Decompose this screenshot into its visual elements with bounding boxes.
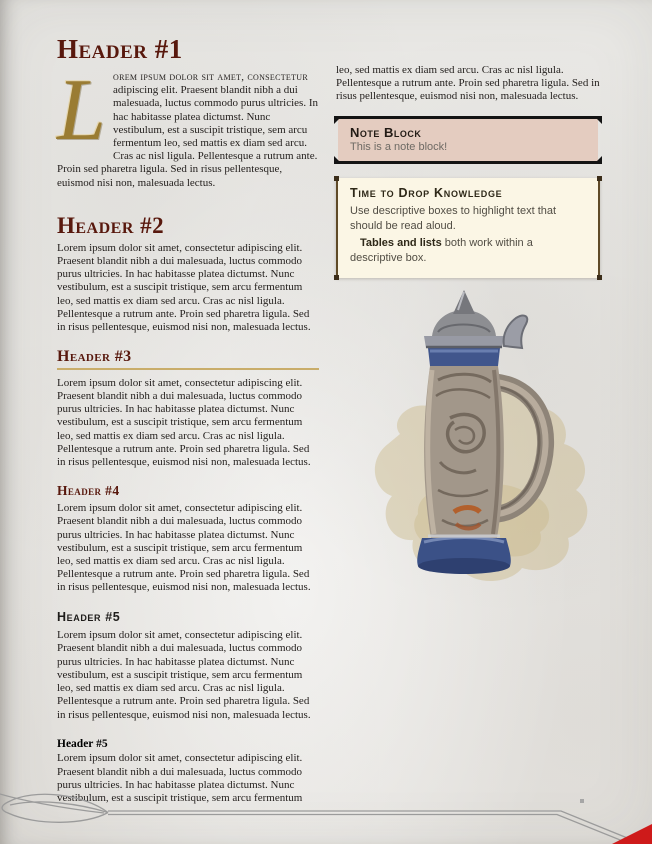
header-2: Header #2 (57, 212, 165, 238)
section-paragraph: Lorem ipsum dolor sit amet, consectetur adipiscing elit. Praesent blandit nibh a dui malesuada, luctus commodo purus ultricies. In hac habitasse platea dictumst. Nunc vestibulum, est a suscipit tristique, sem arcu fermentum leo, sed mattis ex diam sed arcu. Cras ac nisl ligula. Pellentesque a rutrum ante. Proin sed pharetra ligula. Sed in risus pellentesque, euismod nisi non, malesuada lectus. (57, 502, 311, 594)
descriptive-box-line1: Use descriptive boxes to highlight text that should be read aloud. (350, 204, 557, 232)
footer-flourish-svg (0, 782, 652, 844)
lead-paragraph (57, 62, 319, 190)
beer-stein-image (358, 284, 610, 590)
header-5-caps: Header #5 (57, 609, 121, 624)
note-corner-arrow (594, 156, 602, 164)
header-5-bold: Header #5 (57, 737, 108, 750)
descriptive-box-title: Time to Drop Knowledge (350, 185, 503, 200)
section-paragraph: Lorem ipsum dolor sit amet, consectetur adipiscing elit. Praesent blandit nibh a dui malesuada, luctus commodo purus ultricies. In hac habitasse platea dictumst. Nunc vestibulum, est a suscipit tristique, sem arcu fermentum leo, sed mattis ex diam sed arcu. Cras ac nisl ligula. Pellentesque a rutrum ante. Proin sed pharetra ligula. Sed in risus pellentesque, euismod nisi non, malesuada lectus. (57, 241, 311, 334)
footer-square-dot (580, 799, 584, 803)
stein-thumb-lever (504, 316, 528, 348)
note-corner-arrow (334, 156, 342, 164)
page-footer-ornament (0, 782, 652, 844)
note-block (338, 116, 598, 164)
descriptive-box-line2-bold: Tables and lists (360, 236, 442, 249)
descbox-corner-dot (597, 275, 602, 280)
lead-smallcaps-text: orem ipsum dolor sit amet, consectetur (113, 71, 309, 83)
note-block-title: Note Block (350, 124, 422, 140)
section-paragraph-truncated: Lorem ipsum dolor sit amet, consectetur adipiscing elit. Praesent blandit nibh a dui malesuada, luctus commodo purus ultricies. In hac habitasse platea dictumst. Nunc vestibulum, est a suscipit tristique, sem arcu fermentum (57, 752, 303, 804)
stein-base-bottom (418, 558, 510, 574)
right-column (336, 64, 600, 278)
note-corner-arrow (334, 116, 342, 124)
header-4: Header #4 (57, 483, 120, 499)
descbox-corner-dot (334, 176, 339, 181)
section-paragraph: Lorem ipsum dolor sit amet, consectetur adipiscing elit. Praesent blandit nibh a dui malesuada, luctus commodo purus ultricies. In hac habitasse platea dictumst. Nunc vestibulum, est a suscipit tristique, sem arcu fermentum leo, sed mattis ex diam sed arcu. Cras ac nisl ligula. Pellentesque a rutrum ante. Proin sed pharetra ligula. Sed in risus pellentesque, euismod nisi non, malesuada lectus. (57, 629, 311, 721)
lead-paragraph-text: adipiscing elit. Praesent blandit nibh a dui malesuada, luctus commodo purus ultricies. In hac habitasse platea dictumst. Nunc vestibulum, est a suscipit tristique, sem arcu fermentum leo, sed mattis ex diam sed arcu. Cras ac nisl ligula. Pellentesque a rutrum ante. Proin sed pharetra ligula. Sed in risus pellentesque, euismod nisi non, malesuada lectus. (57, 84, 318, 189)
note-corner-arrow (594, 116, 602, 124)
drop-cap: L (57, 62, 106, 159)
header-1: Header #1 (57, 34, 183, 64)
note-block-text: This is a note block! (350, 140, 448, 153)
beer-stein-svg (358, 284, 610, 590)
descbox-corner-dot (334, 275, 339, 280)
section-paragraph: Lorem ipsum dolor sit amet, consectetur adipiscing elit. Praesent blandit nibh a dui malesuada, luctus commodo purus ultricies. In hac habitasse platea dictumst. Nunc vestibulum, est a suscipit tristique, sem arcu fermentum leo, sed mattis ex diam sed arcu. Cras ac nisl ligula. Pellentesque a rutrum ante. Proin sed pharetra ligula. Sed in risus pellentesque, euismod nisi non, malesuada lectus. (57, 376, 311, 469)
descriptive-box (336, 178, 600, 278)
overflow-paragraph: leo, sed mattis ex diam sed arcu. Cras ac nisl ligula. Pellentesque a rutrum ante. Proin sed pharetra ligula. Sed in risus pellentesque, euismod nisi non, malesuada lectus. (336, 64, 600, 103)
header-3: Header #3 (57, 348, 319, 370)
descriptive-box-line2 (350, 236, 586, 266)
footer-rule-lines (0, 794, 652, 844)
descriptive-box-line2-rest: both work within a descriptive box. (350, 236, 533, 264)
left-column (57, 36, 319, 815)
descbox-corner-dot (597, 176, 602, 181)
